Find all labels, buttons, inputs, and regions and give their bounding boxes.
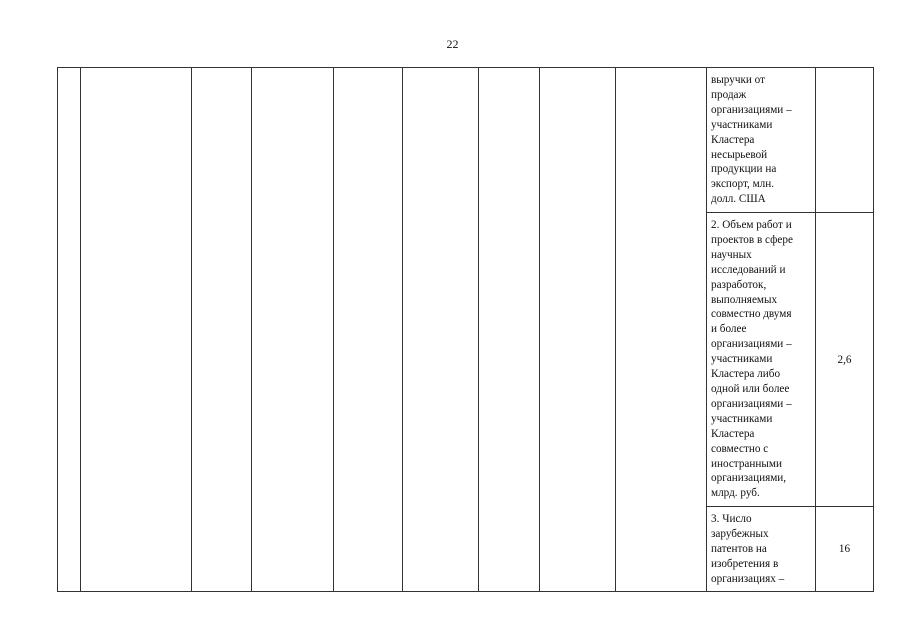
indicator-name-line: патентов на — [711, 542, 767, 555]
indicator-name-line: долл. США — [711, 193, 766, 206]
indicator-name-line: продаж — [711, 88, 747, 101]
indicator-name-line: иностранными — [711, 457, 782, 470]
indicator-name-line: проектов в сфере — [711, 233, 793, 246]
table-cell-empty — [58, 68, 81, 592]
indicator-name-line: изобретения в — [711, 557, 779, 570]
indicator-name-line: Кластера — [711, 133, 755, 146]
indicator-name-line: организациями – — [711, 103, 792, 116]
indicator-name-cell — [707, 507, 816, 592]
table-cell-empty — [192, 68, 252, 592]
indicator-name-line: 2. Объем работ и — [711, 219, 792, 231]
indicator-name-line: 3. Число — [711, 513, 752, 525]
indicator-name-line: Кластера либо — [711, 368, 781, 381]
indicator-name-line: одной или более — [711, 382, 790, 395]
table-cell-empty — [479, 68, 540, 592]
table-cell-empty — [81, 68, 192, 592]
indicators-table — [57, 67, 874, 592]
indicator-name-line: организациями – — [711, 397, 792, 410]
table-cell-empty — [540, 68, 616, 592]
indicator-name-line: организациями, — [711, 472, 787, 485]
indicator-name-line: зарубежных — [711, 527, 769, 540]
indicator-name-cell — [707, 68, 816, 213]
indicator-name-line: несырьевой — [711, 148, 768, 161]
indicator-name-line: экспорт, млн. — [711, 178, 775, 191]
indicator-name-line: выручки от — [711, 74, 766, 86]
table-cell-empty — [403, 68, 479, 592]
indicator-name-line: совместно с — [711, 442, 769, 455]
indicator-name-line: организациях – — [711, 572, 785, 585]
indicator-name-line: участниками — [711, 412, 773, 425]
indicator-name-line: совместно двумя — [711, 308, 792, 321]
table-cell-empty — [334, 68, 403, 592]
indicator-name-line: организациями – — [711, 338, 792, 351]
indicator-value-cell — [816, 68, 874, 213]
table-cell-empty — [616, 68, 707, 592]
indicator-name-line: выполняемых — [711, 293, 778, 306]
indicator-value-cell: 2,6 — [816, 213, 874, 507]
indicator-name-line: исследований и — [711, 263, 786, 276]
table-cell-empty — [252, 68, 334, 592]
indicator-name-cell — [707, 213, 816, 507]
indicator-name-line: и более — [711, 323, 747, 336]
table-row — [58, 68, 874, 213]
indicator-name-line: Кластера — [711, 427, 755, 440]
indicator-name-line: разработок, — [711, 278, 767, 291]
indicator-name-line: участниками — [711, 353, 773, 366]
indicator-name-line: продукции на — [711, 163, 777, 176]
indicator-name-line: научных — [711, 248, 752, 261]
indicator-value-cell: 16 — [816, 507, 874, 592]
page-number: 22 — [446, 37, 459, 51]
indicator-name-line: млрд. руб. — [711, 487, 760, 500]
indicator-name-line: участниками — [711, 118, 773, 131]
